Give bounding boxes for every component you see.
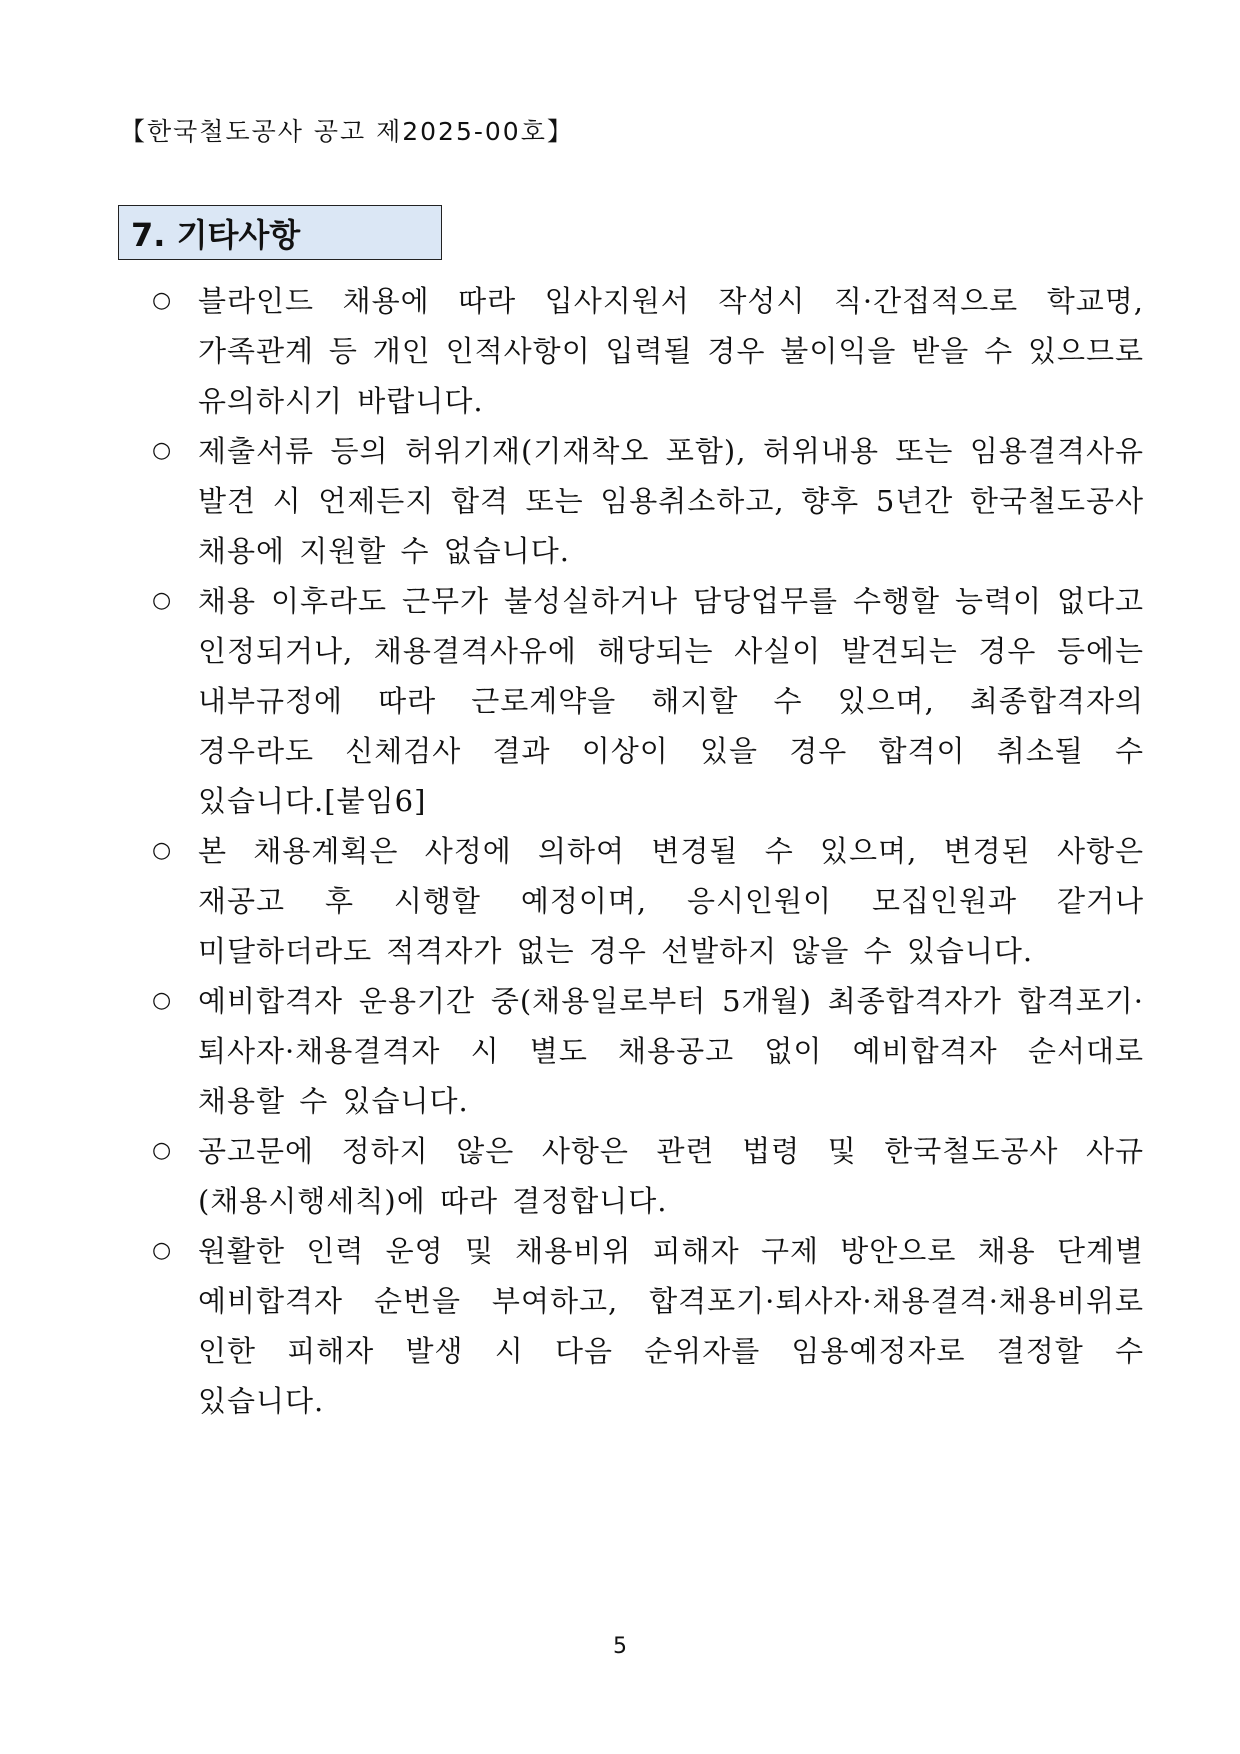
bullet-circle-icon: ○ (152, 988, 173, 1013)
item-text: 원활한 인력 운영 및 채용비위 피해자 구제 방안으로 채용 단계별 예비합격자 순번을 부여하고, 합격포기·퇴사자·채용결격·채용비위로 인한 피해자 발생 시 다음 순위자를 임용예정자로 결정할 수 있습니다. (198, 1234, 1144, 1418)
item-text: 블라인드 채용에 따라 입사지원서 작성시 직·간접적으로 학교명, 가족관계 등 개인 인적사항이 입력될 경우 불이익을 받을 수 있으므로 유의하시기 바랍니다. (198, 284, 1144, 418)
bullet-circle-icon: ○ (152, 1238, 173, 1263)
bullet-circle-icon: ○ (152, 838, 173, 863)
item-list (150, 276, 1144, 1426)
bullet-circle-icon: ○ (152, 438, 173, 463)
item-text: 제출서류 등의 허위기재(기재착오 포함), 허위내용 또는 임용결격사유 발견 시 언제든지 합격 또는 임용취소하고, 향후 5년간 한국철도공사 채용에 지원할 수 없습니다. (198, 434, 1144, 568)
item-text: 본 채용계획은 사정에 의하여 변경될 수 있으며, 변경된 사항은 재공고 후 시행할 예정이며, 응시인원이 모집인원과 같거나 미달하더라도 적격자가 없는 경우 선발하지 않을 수 있습니다. (198, 834, 1144, 968)
item-text: 채용 이후라도 근무가 불성실하거나 담당업무를 수행할 능력이 없다고 인정되거나, 채용결격사유에 해당되는 사실이 발견되는 경우 등에는 내부규정에 따라 근로계약을 해지할 수 있으며, 최종합격자의 경우라도 신체검사 결과 이상이 있을 경우 합격이 취소될 수 있습니다.[붙임6] (198, 584, 1144, 818)
item-text: 예비합격자 운용기간 중(채용일로부터 5개월) 최종합격자가 합격포기·퇴사자·채용결격자 시 별도 채용공고 없이 예비합격자 순서대로 채용할 수 있습니다. (198, 984, 1144, 1118)
list-item (150, 976, 1144, 1126)
bullet-circle-icon: ○ (152, 1138, 173, 1163)
list-item (150, 576, 1144, 826)
notice-number: 【한국철도공사 공고 제2025-00호】 (120, 117, 574, 146)
section-title: 7. 기타사항 (118, 205, 442, 260)
list-item (150, 426, 1144, 576)
list-item (150, 1126, 1144, 1226)
list-item (150, 276, 1144, 426)
bullet-circle-icon: ○ (152, 588, 173, 613)
bullet-circle-icon: ○ (152, 288, 173, 313)
page-number: 5 (613, 1634, 627, 1659)
list-item (150, 1226, 1144, 1426)
list-item (150, 826, 1144, 976)
item-text: 공고문에 정하지 않은 사항은 관련 법령 및 한국철도공사 사규(채용시행세칙)에 따라 결정합니다. (198, 1134, 1144, 1218)
